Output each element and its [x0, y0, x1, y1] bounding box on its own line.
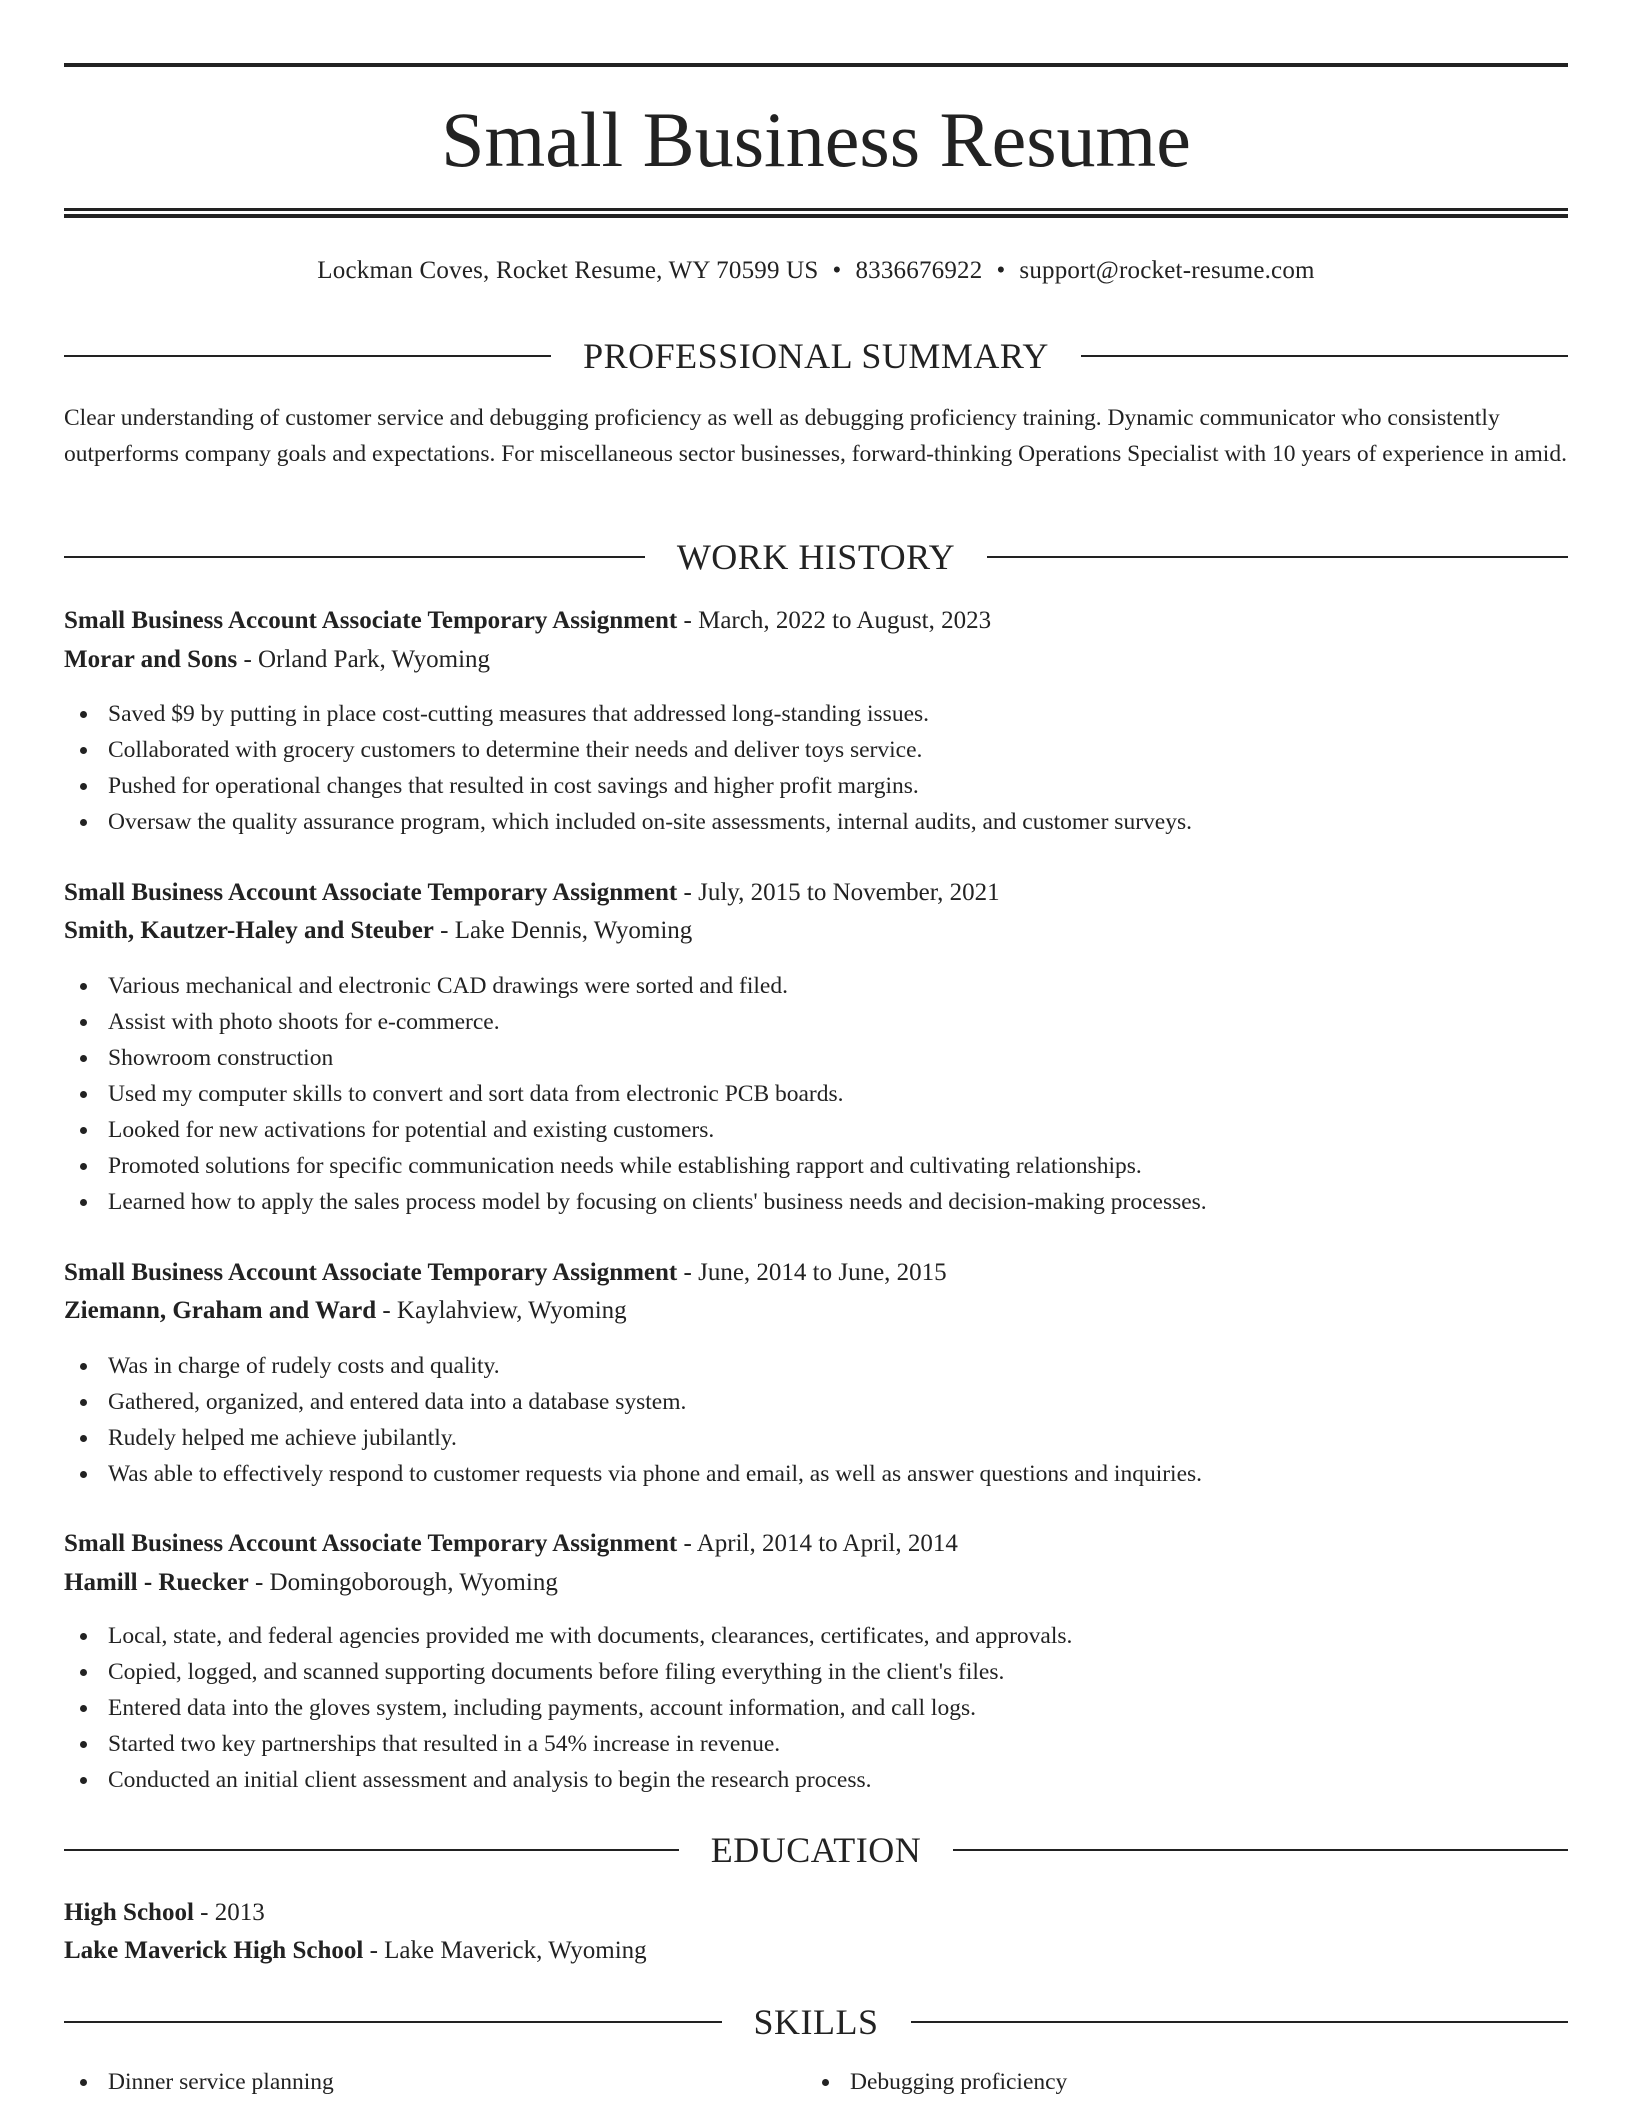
education-school-line: [64, 1934, 1568, 1968]
skills-list-left: [64, 2064, 334, 2100]
contact-address: Lockman Coves, Rocket Resume, WY 70599 US: [317, 257, 819, 284]
section-heading-work: [64, 537, 1568, 577]
skill-item: Dinner service planning: [64, 2064, 334, 2100]
education-year: - 2013: [200, 1899, 265, 1926]
list-item: Started two key partnerships that resulted in a 54% increase in revenue.: [64, 1726, 1568, 1762]
list-item: Promoted solutions for specific communication needs while establishing rapport and cultivating relationships.: [64, 1148, 1568, 1184]
list-item: Conducted an initial client assessment and analysis to begin the research process.: [64, 1762, 1568, 1798]
job-title: Small Business Account Associate Temporary Assignment: [64, 879, 678, 906]
list-item: Saved $9 by putting in place cost-cutting measures that addressed long-standing issues.: [64, 696, 1568, 732]
job-dates: - April, 2014 to April, 2014: [683, 1530, 958, 1557]
job-bullets: [64, 1348, 1568, 1492]
section-heading-education: [64, 1830, 1568, 1870]
header-top-rule: [64, 63, 1568, 67]
job-dates: - June, 2014 to June, 2015: [683, 1259, 947, 1286]
list-item: Pushed for operational changes that resulted in cost savings and higher profit margins.: [64, 768, 1568, 804]
heading-rule-right: [953, 1849, 1568, 1851]
contact-line: [64, 254, 1568, 288]
section-heading-label: PROFESSIONAL SUMMARY: [583, 336, 1049, 376]
job-company-line: [64, 914, 1568, 948]
list-item: Copied, logged, and scanned supporting documents before filing everything in the client's files.: [64, 1654, 1568, 1690]
heading-rule-right: [987, 556, 1568, 558]
job-company: Smith, Kautzer-Haley and Steuber: [64, 917, 434, 944]
education-school: Lake Maverick High School: [64, 1937, 364, 1964]
job-title-line: [64, 876, 1568, 910]
job-title-line: [64, 604, 1568, 638]
heading-rule-left: [64, 1849, 679, 1851]
job-title: Small Business Account Associate Temporary Assignment: [64, 1259, 678, 1286]
list-item: Entered data into the gloves system, including payments, account information, and call logs.: [64, 1690, 1568, 1726]
header-double-rule: [64, 208, 1568, 218]
heading-rule-left: [64, 355, 551, 357]
list-item: Looked for new activations for potential and existing customers.: [64, 1112, 1568, 1148]
list-item: Was in charge of rudely costs and quality.: [64, 1348, 1568, 1384]
job-title-line: [64, 1527, 1568, 1561]
list-item: Used my computer skills to convert and sort data from electronic PCB boards.: [64, 1076, 1568, 1112]
job-dates: - March, 2022 to August, 2023: [683, 607, 992, 634]
section-heading-label: SKILLS: [753, 2002, 879, 2042]
job-company: Morar and Sons: [64, 646, 238, 673]
section-heading-skills: [64, 2002, 1568, 2042]
job-title: Small Business Account Associate Temporary Assignment: [64, 607, 678, 634]
job-location: - Kaylahview, Wyoming: [382, 1297, 627, 1324]
heading-rule-right: [911, 2021, 1569, 2023]
list-item: Local, state, and federal agencies provided me with documents, clearances, certificates, and approvals.: [64, 1618, 1568, 1654]
job-dates: - July, 2015 to November, 2021: [683, 879, 1000, 906]
job-company-line: [64, 1566, 1568, 1600]
list-item: Assist with photo shoots for e-commerce.: [64, 1004, 1568, 1040]
contact-phone: 8336676922: [855, 257, 983, 284]
skills-list-right: [806, 2064, 1067, 2100]
contact-separator: •: [996, 257, 1006, 284]
heading-rule-left: [64, 2021, 722, 2023]
job-title: Small Business Account Associate Temporary Assignment: [64, 1530, 678, 1557]
list-item: Gathered, organized, and entered data into a database system.: [64, 1384, 1568, 1420]
job-company: Hamill - Ruecker: [64, 1569, 249, 1596]
list-item: Showroom construction: [64, 1040, 1568, 1076]
education-degree: High School: [64, 1899, 194, 1926]
job-location: - Lake Dennis, Wyoming: [440, 917, 693, 944]
section-heading-label: EDUCATION: [710, 1830, 922, 1870]
heading-rule-left: [64, 556, 645, 558]
section-heading-label: WORK HISTORY: [676, 537, 956, 577]
education-location: - Lake Maverick, Wyoming: [369, 1937, 647, 1964]
list-item: Rudely helped me achieve jubilantly.: [64, 1420, 1568, 1456]
list-item: Collaborated with grocery customers to determine their needs and deliver toys service.: [64, 732, 1568, 768]
job-company: Ziemann, Graham and Ward: [64, 1297, 377, 1324]
job-bullets: [64, 1618, 1568, 1798]
job-company-line: [64, 643, 1568, 677]
skill-item: Debugging proficiency: [806, 2064, 1067, 2100]
list-item: Various mechanical and electronic CAD drawings were sorted and filed.: [64, 968, 1568, 1004]
list-item: Learned how to apply the sales process model by focusing on clients' business needs and decision-making processes.: [64, 1184, 1568, 1220]
section-heading-summary: [64, 336, 1568, 376]
job-company-line: [64, 1294, 1568, 1328]
job-bullets: [64, 696, 1568, 840]
list-item: Was able to effectively respond to customer requests via phone and email, as well as answer questions and inquiries.: [64, 1456, 1568, 1492]
list-item: Oversaw the quality assurance program, which included on-site assessments, internal audits, and customer surveys.: [64, 804, 1568, 840]
heading-rule-right: [1081, 355, 1568, 357]
contact-email: support@rocket-resume.com: [1019, 257, 1315, 284]
education-degree-line: [64, 1896, 1568, 1930]
job-title-line: [64, 1256, 1568, 1290]
job-bullets: [64, 968, 1568, 1220]
job-location: - Orland Park, Wyoming: [243, 646, 491, 673]
summary-text: Clear understanding of customer service and debugging proficiency as well as debugging proficiency training. Dynamic communicator who consistently outperforms company goals and expectations. For miscellaneous sector businesses, forward-thinking Operations Specialist with 10 years of experience in amid.: [64, 405, 1567, 467]
contact-separator: •: [832, 257, 842, 284]
job-location: - Domingoborough, Wyoming: [254, 1569, 558, 1596]
resume-title: Small Business Resume: [441, 96, 1191, 183]
